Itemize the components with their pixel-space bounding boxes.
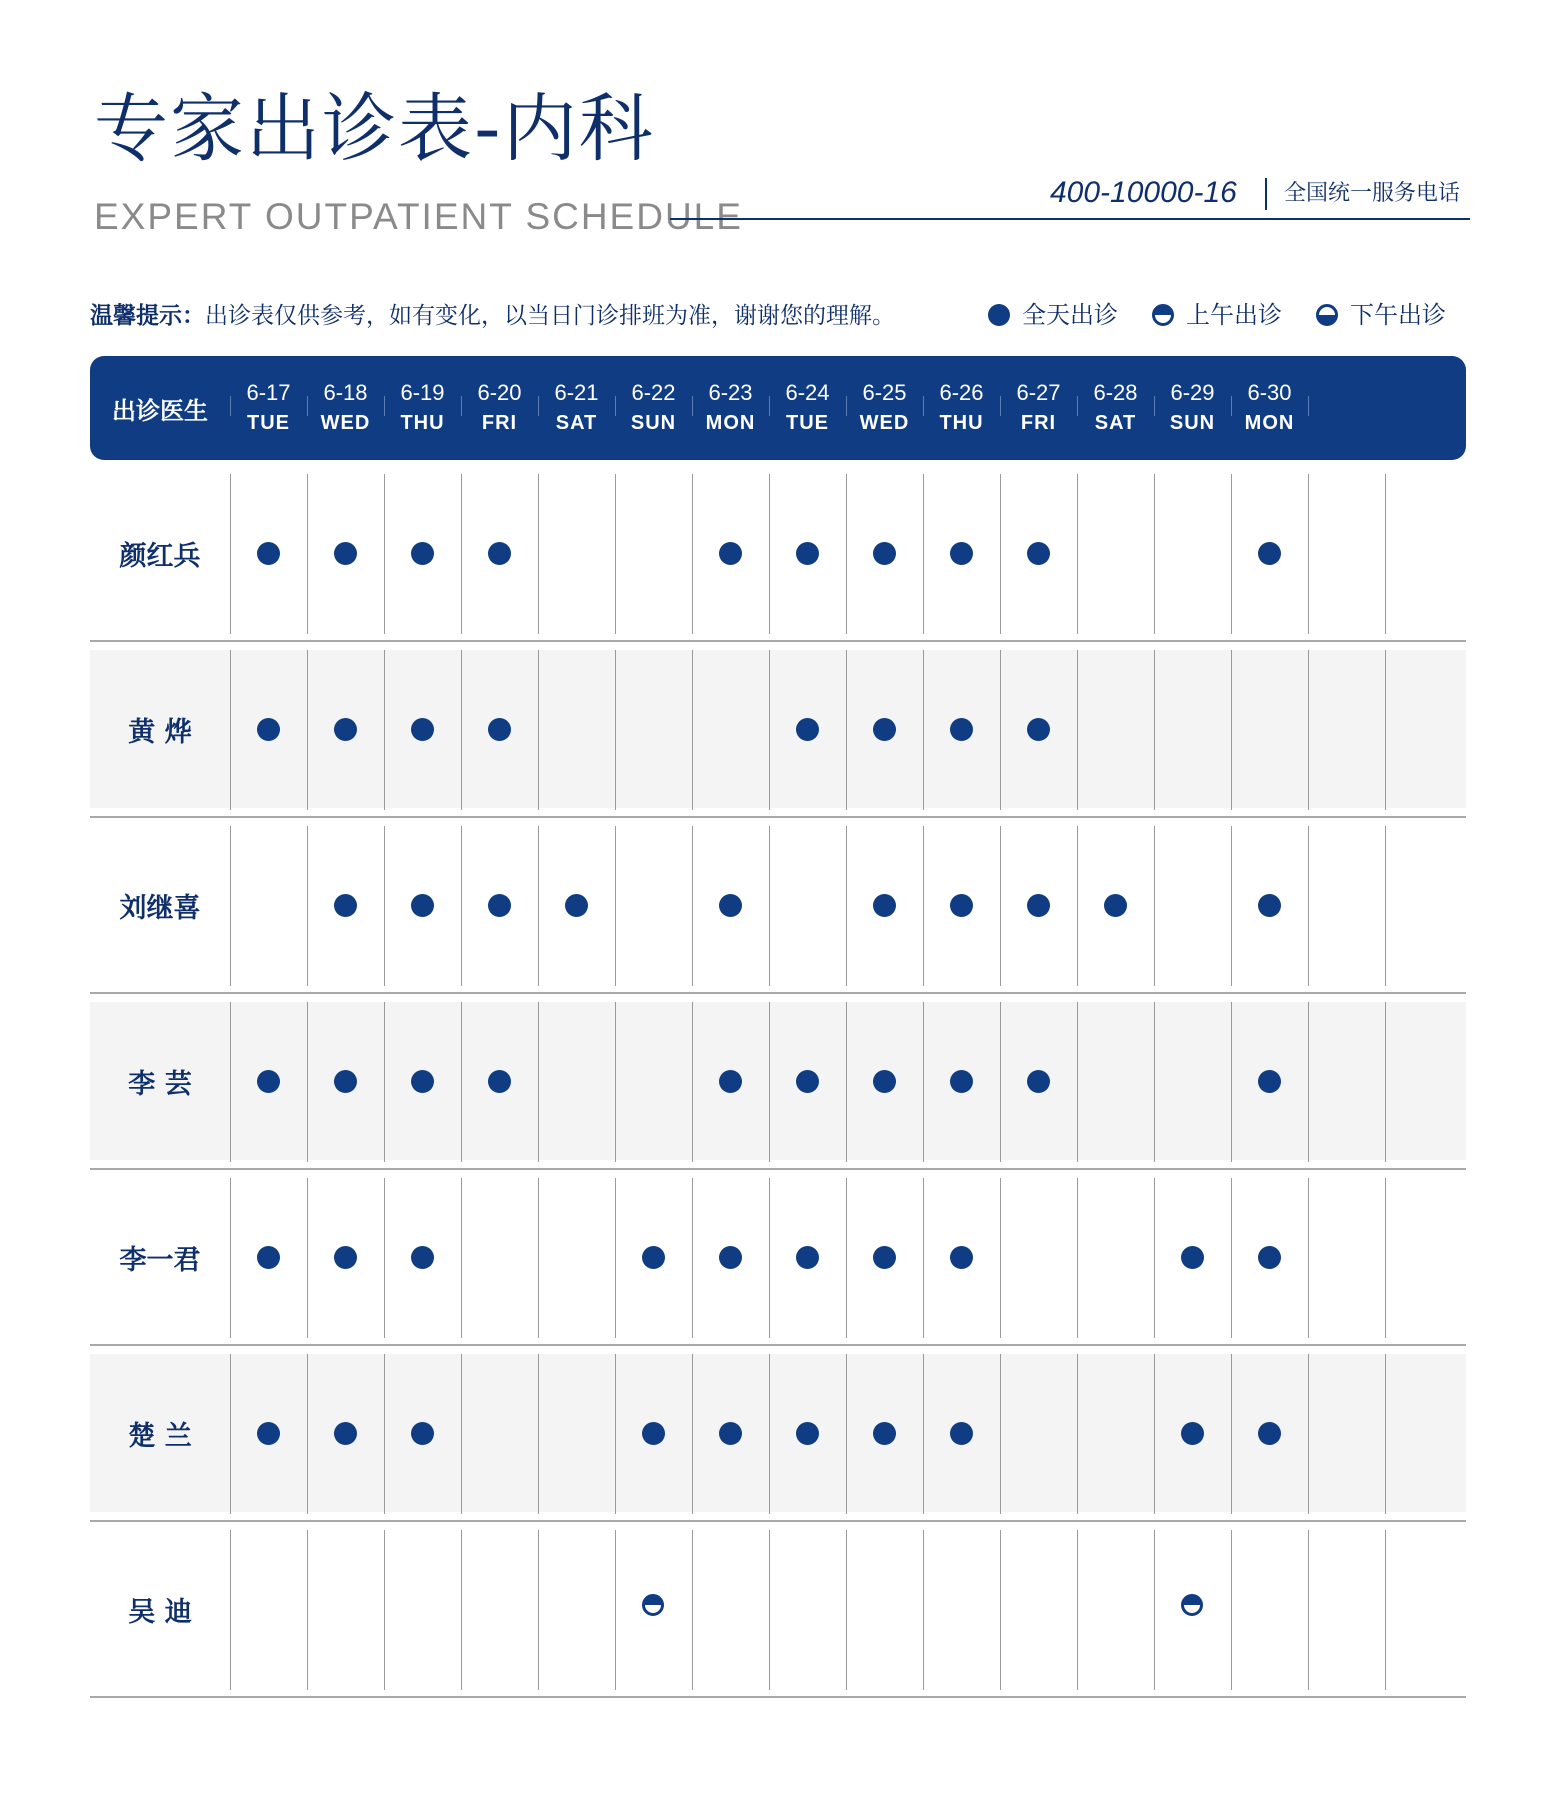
column-divider <box>1077 650 1078 810</box>
full-day-icon <box>411 718 434 741</box>
column-divider <box>846 1178 847 1338</box>
doctor-name: 黄 烨 <box>128 716 192 748</box>
column-divider <box>1154 1178 1155 1338</box>
header-date: 6-17 <box>246 380 291 405</box>
column-divider <box>230 1178 231 1338</box>
column-divider <box>692 1178 693 1338</box>
column-divider <box>307 650 308 810</box>
full-day-icon <box>411 1422 434 1445</box>
column-divider <box>1308 1178 1309 1338</box>
column-divider <box>1154 474 1155 634</box>
full-day-icon <box>334 1246 357 1269</box>
full-day-icon <box>1258 542 1281 565</box>
column-divider <box>1308 1354 1309 1514</box>
column-divider <box>1385 1002 1386 1162</box>
full-day-icon <box>873 1246 896 1269</box>
column-divider <box>692 474 693 634</box>
column-divider <box>846 1530 847 1690</box>
header-weekday: THU <box>939 412 984 434</box>
column-divider <box>1308 650 1309 810</box>
column-divider <box>1385 1530 1386 1690</box>
column-divider <box>230 1530 231 1690</box>
column-divider <box>538 1002 539 1162</box>
header-date: 6-30 <box>1247 380 1292 405</box>
full-day-icon <box>719 1070 742 1093</box>
full-day-icon <box>873 894 896 917</box>
column-divider <box>384 474 385 634</box>
column-divider <box>1154 1002 1155 1162</box>
header-date: 6-23 <box>708 380 753 405</box>
header-day-13 <box>1231 356 1308 460</box>
header-day-4 <box>538 356 615 460</box>
column-divider <box>1077 1002 1078 1162</box>
notice-label: 温馨提示： <box>90 303 205 329</box>
doctor-name: 李一君 <box>119 1244 201 1276</box>
full-day-icon <box>1181 1246 1204 1269</box>
full-day-icon <box>950 718 973 741</box>
column-divider <box>1077 1530 1078 1690</box>
column-divider <box>692 826 693 986</box>
hotline-label: 全国统一服务电话 <box>1284 181 1461 206</box>
full-day-icon <box>411 1070 434 1093</box>
column-divider <box>1308 1530 1309 1690</box>
full-day-icon <box>411 894 434 917</box>
header-weekday: FRI <box>1020 412 1057 434</box>
header-weekday: TUE <box>786 412 829 434</box>
column-divider <box>692 1354 693 1514</box>
column-divider <box>1077 826 1078 986</box>
column-divider <box>846 1354 847 1514</box>
doctor-name: 颜红兵 <box>119 540 201 572</box>
column-divider <box>1000 826 1001 986</box>
column-divider <box>461 474 462 634</box>
doctor-name: 吴 迪 <box>128 1596 192 1628</box>
header-weekday: SUN <box>630 412 677 434</box>
column-divider <box>538 650 539 810</box>
full-day-icon <box>950 894 973 917</box>
full-day-icon <box>257 542 280 565</box>
header-weekday: SAT <box>555 412 598 434</box>
page-title: 专家出诊表-内科 <box>94 86 655 172</box>
column-divider <box>461 1178 462 1338</box>
full-day-icon <box>565 894 588 917</box>
full-day-icon <box>1027 718 1050 741</box>
column-divider <box>1231 826 1232 986</box>
column-divider <box>615 474 616 634</box>
full-day-icon <box>719 894 742 917</box>
column-divider <box>230 826 231 986</box>
header-day-1 <box>307 356 384 460</box>
column-divider <box>923 826 924 986</box>
full-day-icon <box>719 1246 742 1269</box>
full-circle-icon <box>988 304 1010 326</box>
column-divider <box>615 826 616 986</box>
full-day-icon <box>1258 1070 1281 1093</box>
column-divider <box>1000 1530 1001 1690</box>
header-weekday: WED <box>859 412 910 434</box>
column-divider <box>923 1002 924 1162</box>
header-date: 6-26 <box>939 380 984 405</box>
header-day-14 <box>1308 356 1385 460</box>
column-divider <box>769 1354 770 1514</box>
column-divider <box>846 826 847 986</box>
full-day-icon <box>334 718 357 741</box>
header-date: 6-25 <box>862 380 907 405</box>
full-day-icon <box>488 718 511 741</box>
full-day-icon <box>334 542 357 565</box>
full-day-icon <box>1258 894 1281 917</box>
header-weekday: WED <box>320 412 371 434</box>
notice-text: 出诊表仅供参考，如有变化，以当日门诊排班为准，谢谢您的理解。 <box>205 303 895 329</box>
column-divider <box>923 474 924 634</box>
column-divider <box>1385 1178 1386 1338</box>
doctor-row <box>90 994 1466 1170</box>
column-divider <box>538 1530 539 1690</box>
column-divider <box>1154 826 1155 986</box>
full-day-icon <box>257 718 280 741</box>
header-day-6 <box>692 356 769 460</box>
doctor-name: 楚 兰 <box>128 1420 192 1452</box>
header-day-11 <box>1077 356 1154 460</box>
full-day-icon <box>950 1422 973 1445</box>
column-divider <box>538 826 539 986</box>
full-day-icon <box>873 542 896 565</box>
full-day-icon <box>719 542 742 565</box>
header-day-0 <box>230 356 307 460</box>
header-day-9 <box>923 356 1000 460</box>
column-divider <box>384 1354 385 1514</box>
column-divider <box>692 650 693 810</box>
full-day-icon <box>642 1246 665 1269</box>
header-separator <box>1231 396 1232 416</box>
column-divider <box>538 474 539 634</box>
column-divider <box>384 650 385 810</box>
column-divider <box>1231 650 1232 810</box>
column-divider <box>230 1002 231 1162</box>
header-day-2 <box>384 356 461 460</box>
column-divider <box>1077 474 1078 634</box>
full-day-icon <box>950 1246 973 1269</box>
column-divider <box>461 1354 462 1514</box>
column-divider <box>1231 1178 1232 1338</box>
full-day-icon <box>257 1070 280 1093</box>
full-day-icon <box>1027 542 1050 565</box>
column-divider <box>1231 1354 1232 1514</box>
column-divider <box>923 650 924 810</box>
column-divider <box>1000 474 1001 634</box>
header-date: 6-21 <box>554 380 599 405</box>
morning-icon <box>642 1594 664 1616</box>
full-day-icon <box>873 1070 896 1093</box>
header-date: 6-28 <box>1093 380 1138 405</box>
header-separator <box>615 396 616 416</box>
column-divider <box>1000 1354 1001 1514</box>
column-divider <box>615 650 616 810</box>
column-divider <box>923 1178 924 1338</box>
column-divider <box>1231 1002 1232 1162</box>
column-divider <box>1231 474 1232 634</box>
doctor-row <box>90 1170 1466 1346</box>
column-divider <box>846 650 847 810</box>
column-divider <box>1000 1178 1001 1338</box>
header-weekday: TUE <box>247 412 290 434</box>
header-separator <box>692 396 693 416</box>
column-divider <box>230 650 231 810</box>
column-divider <box>230 1354 231 1514</box>
column-divider <box>307 1530 308 1690</box>
column-divider <box>1077 1178 1078 1338</box>
column-divider <box>1000 650 1001 810</box>
doctor-row <box>90 466 1466 642</box>
header-separator <box>538 396 539 416</box>
column-divider <box>1308 474 1309 634</box>
header-date: 6-27 <box>1016 380 1061 405</box>
full-day-icon <box>488 894 511 917</box>
column-divider <box>1154 1354 1155 1514</box>
header-separator <box>1077 396 1078 416</box>
header-separator <box>230 396 231 416</box>
doctor-row <box>90 1346 1466 1522</box>
full-day-icon <box>796 1422 819 1445</box>
full-day-icon <box>796 1246 819 1269</box>
header-day-3 <box>461 356 538 460</box>
column-divider <box>769 650 770 810</box>
column-divider <box>230 474 231 634</box>
header-day-8 <box>846 356 923 460</box>
full-day-icon <box>334 1070 357 1093</box>
header-date: 6-22 <box>631 380 676 405</box>
doctor-name: 李 芸 <box>128 1068 192 1100</box>
header-separator <box>307 396 308 416</box>
legend-am-label: 上午出诊 <box>1186 301 1282 329</box>
header-date: 6-29 <box>1170 380 1215 405</box>
full-day-icon <box>488 542 511 565</box>
column-divider <box>307 1178 308 1338</box>
header-separator <box>384 396 385 416</box>
legend-pm-label: 下午出诊 <box>1350 301 1446 329</box>
column-divider <box>538 1354 539 1514</box>
full-day-icon <box>1181 1422 1204 1445</box>
morning-icon <box>1181 1594 1203 1616</box>
column-divider <box>384 826 385 986</box>
column-divider <box>846 474 847 634</box>
top-half-circle-icon <box>1152 304 1174 326</box>
column-divider <box>307 826 308 986</box>
hotline-number[interactable]: 400-10000-16 <box>1050 176 1237 209</box>
full-day-icon <box>796 542 819 565</box>
header-weekday: MON <box>705 412 756 434</box>
full-day-icon <box>257 1422 280 1445</box>
header-date: 6-20 <box>477 380 522 405</box>
doctor-row <box>90 642 1466 818</box>
header-doctor-label: 出诊医生 <box>112 396 208 425</box>
column-divider <box>1154 1530 1155 1690</box>
column-divider <box>1077 1354 1078 1514</box>
column-divider <box>769 474 770 634</box>
column-divider <box>615 1530 616 1690</box>
full-day-icon <box>334 1422 357 1445</box>
header-date: 6-18 <box>323 380 368 405</box>
full-day-icon <box>796 1070 819 1093</box>
column-divider <box>307 474 308 634</box>
title-divider <box>670 218 1470 220</box>
column-divider <box>1385 474 1386 634</box>
header-weekday: FRI <box>481 412 518 434</box>
full-day-icon <box>1104 894 1127 917</box>
full-day-icon <box>1258 1246 1281 1269</box>
column-divider <box>1385 826 1386 986</box>
column-divider <box>769 1002 770 1162</box>
column-divider <box>461 1530 462 1690</box>
legend-am <box>1152 303 1282 327</box>
full-day-icon <box>257 1246 280 1269</box>
column-divider <box>615 1354 616 1514</box>
header-separator <box>846 396 847 416</box>
column-divider <box>538 1178 539 1338</box>
doctor-name: 刘继喜 <box>119 892 201 924</box>
header-day-12 <box>1154 356 1231 460</box>
column-divider <box>1308 1002 1309 1162</box>
header-date: 6-19 <box>400 380 445 405</box>
column-divider <box>384 1178 385 1338</box>
column-divider <box>307 1002 308 1162</box>
column-divider <box>923 1354 924 1514</box>
header-weekday: MON <box>1244 412 1295 434</box>
header-weekday: THU <box>400 412 445 434</box>
column-divider <box>1000 1002 1001 1162</box>
full-day-icon <box>1027 894 1050 917</box>
full-day-icon <box>719 1422 742 1445</box>
doctor-row <box>90 1522 1466 1698</box>
column-divider <box>384 1530 385 1690</box>
full-day-icon <box>334 894 357 917</box>
header-weekday: SUN <box>1169 412 1216 434</box>
column-divider <box>307 1354 308 1514</box>
full-day-icon <box>950 1070 973 1093</box>
column-divider <box>769 1178 770 1338</box>
column-divider <box>769 1530 770 1690</box>
column-divider <box>692 1002 693 1162</box>
column-divider <box>692 1530 693 1690</box>
column-divider <box>461 1002 462 1162</box>
column-divider <box>1154 650 1155 810</box>
header-separator <box>923 396 924 416</box>
full-day-icon <box>873 1422 896 1445</box>
column-divider <box>1385 650 1386 810</box>
doctor-row <box>90 818 1466 994</box>
column-divider <box>846 1002 847 1162</box>
header-separator <box>769 396 770 416</box>
bottom-half-circle-icon <box>1316 304 1338 326</box>
header-separator <box>461 396 462 416</box>
column-divider <box>1231 1530 1232 1690</box>
schedule-header <box>90 356 1466 460</box>
column-divider <box>461 650 462 810</box>
column-divider <box>615 1002 616 1162</box>
full-day-icon <box>642 1422 665 1445</box>
header-separator <box>1308 396 1309 416</box>
legend-pm <box>1316 303 1446 327</box>
column-divider <box>461 826 462 986</box>
full-day-icon <box>411 542 434 565</box>
legend-full <box>988 303 1118 327</box>
header-separator <box>1154 396 1155 416</box>
header-separator <box>1000 396 1001 416</box>
header-date: 6-24 <box>785 380 830 405</box>
hotline-separator <box>1265 178 1267 210</box>
column-divider <box>769 826 770 986</box>
header-day-7 <box>769 356 846 460</box>
column-divider <box>1385 1354 1386 1514</box>
header-weekday: SAT <box>1094 412 1137 434</box>
full-day-icon <box>1258 1422 1281 1445</box>
full-day-icon <box>950 542 973 565</box>
notice <box>90 305 895 328</box>
column-divider <box>923 1530 924 1690</box>
full-day-icon <box>488 1070 511 1093</box>
full-day-icon <box>873 718 896 741</box>
full-day-icon <box>796 718 819 741</box>
column-divider <box>1308 826 1309 986</box>
header-day-5 <box>615 356 692 460</box>
full-day-icon <box>411 1246 434 1269</box>
row-band <box>90 650 1466 808</box>
header-day-10 <box>1000 356 1077 460</box>
column-divider <box>384 1002 385 1162</box>
page-subtitle: EXPERT OUTPATIENT SCHEDULE <box>94 196 743 237</box>
full-day-icon <box>1027 1070 1050 1093</box>
column-divider <box>615 1178 616 1338</box>
legend-full-label: 全天出诊 <box>1022 301 1118 329</box>
